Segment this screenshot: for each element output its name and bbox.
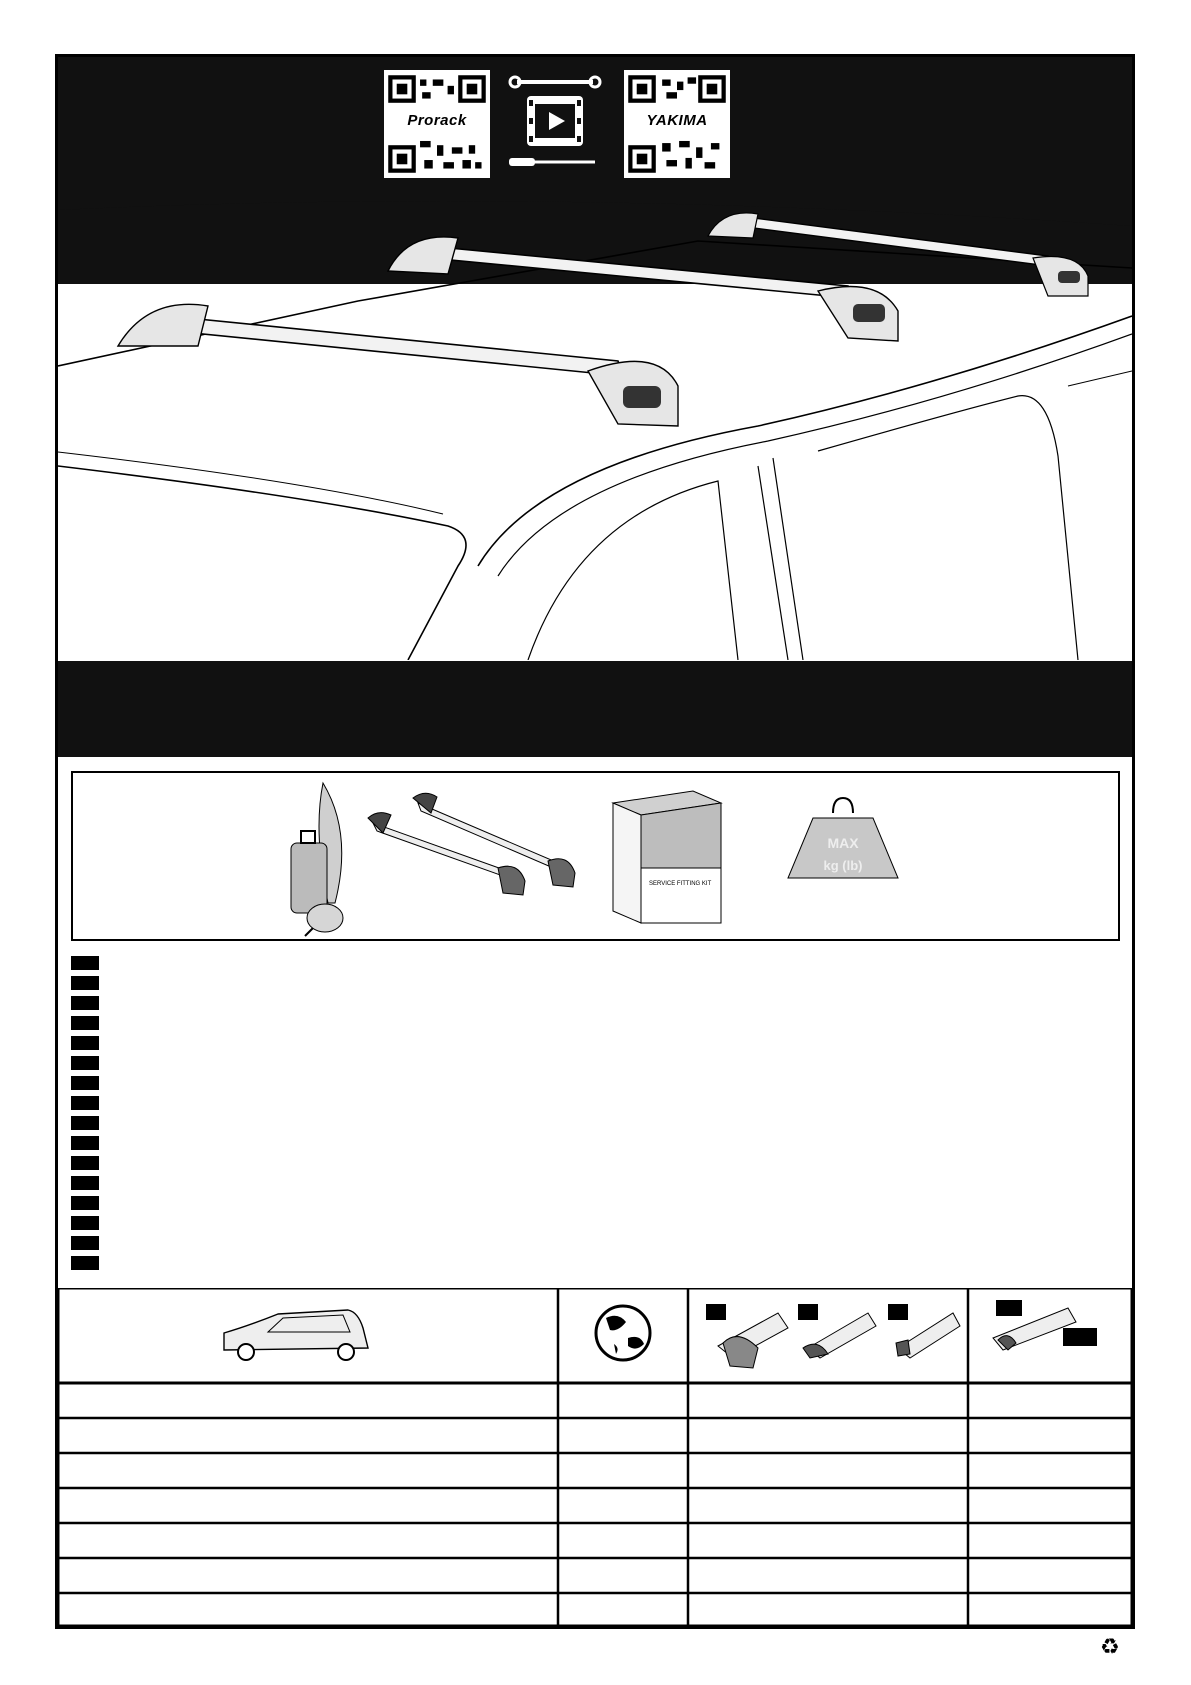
weight-unit-label: kg (lb) <box>823 858 863 873</box>
fitting-kit-label: SERVICE FITTING KIT <box>649 881 712 887</box>
prorack-brand-label: Prorack <box>384 112 490 129</box>
weight-max-label: MAX <box>827 835 859 851</box>
yakima-brand-label: YAKIMA <box>624 112 730 129</box>
recycle-icon: ♻ <box>1100 1634 1120 1659</box>
page-frame <box>55 54 1135 1629</box>
